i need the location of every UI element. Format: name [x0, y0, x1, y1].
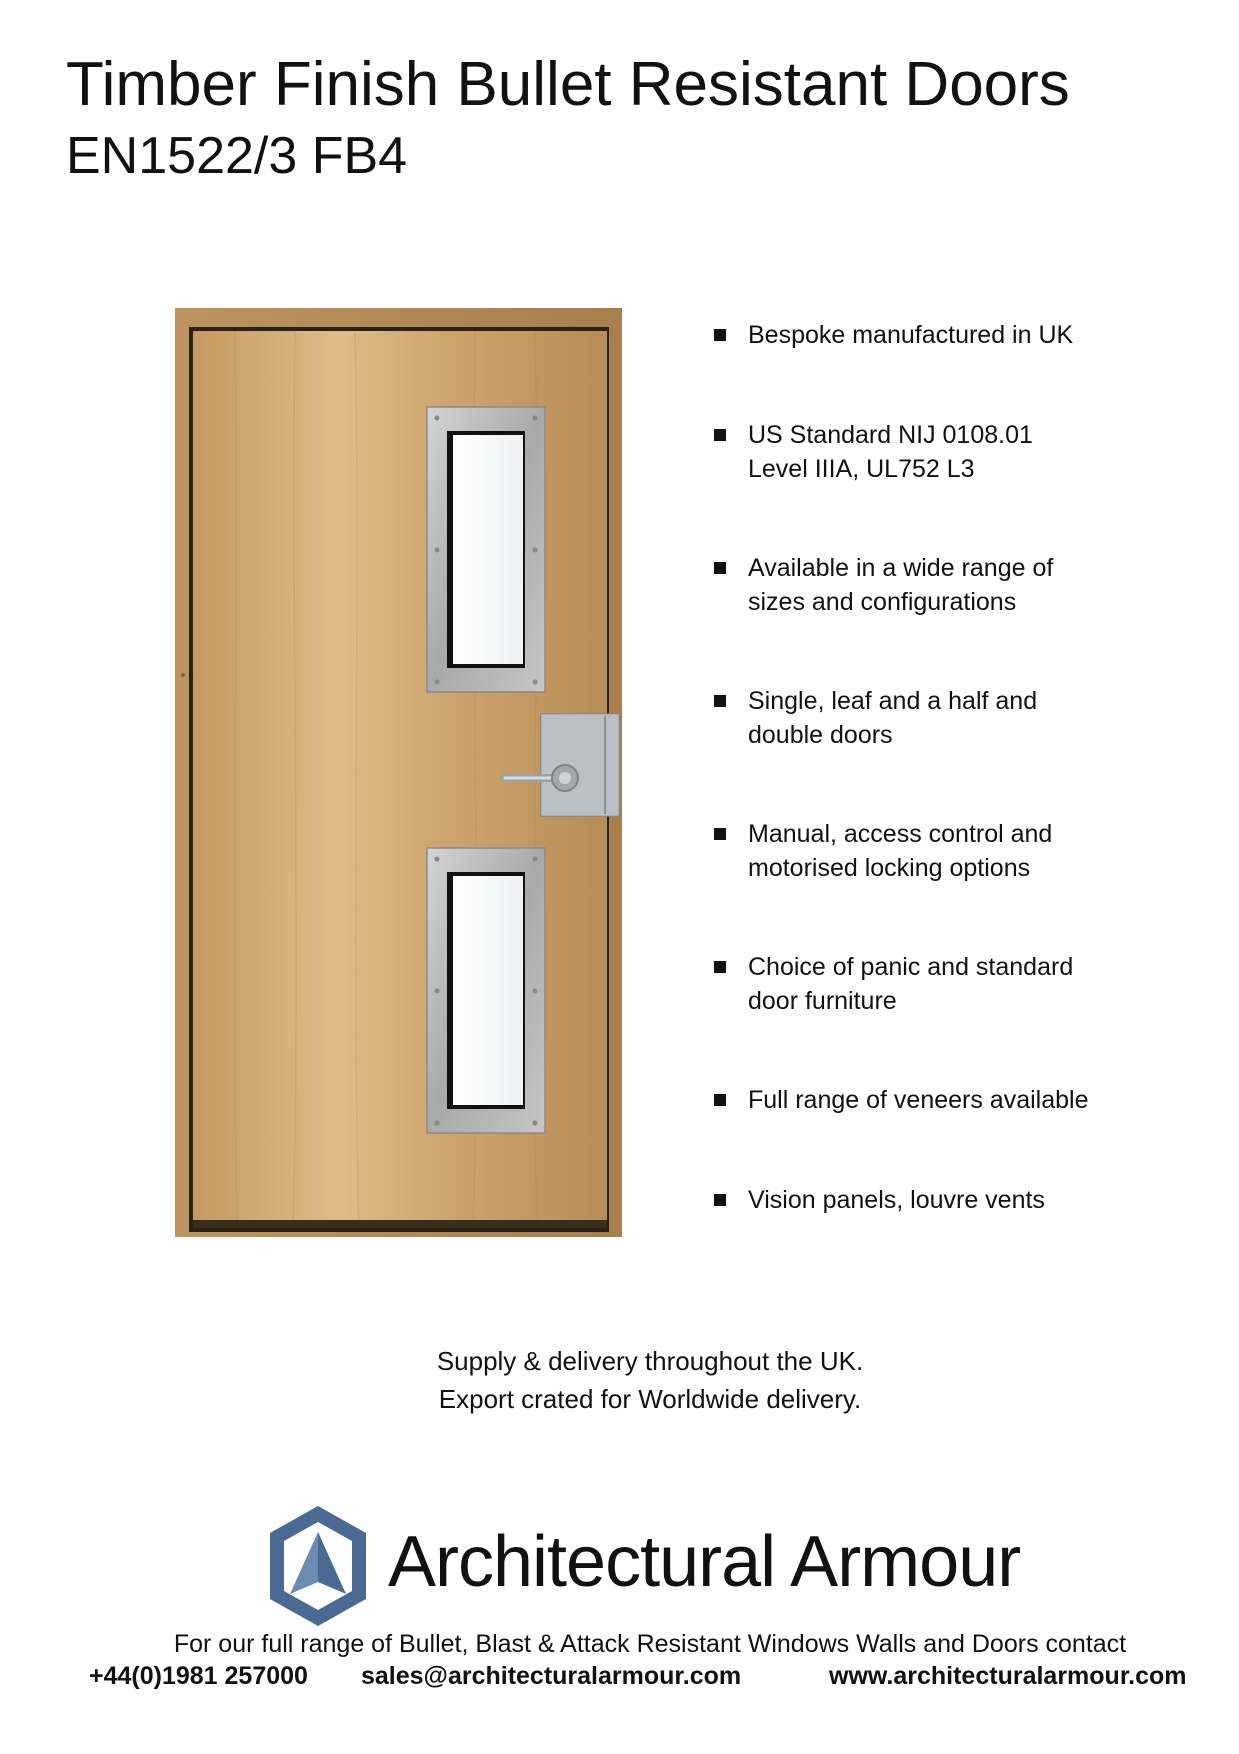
contact-phone[interactable]: +44(0)1981 257000	[89, 1662, 308, 1690]
contact-intro: For our full range of Bullet, Blast & Attack Resistant Windows Walls and Doors contact	[173, 1630, 1127, 1658]
square-bullet-icon	[714, 961, 726, 973]
brand-name: Architectural Armour	[388, 1522, 1021, 1602]
feature-item: Bespoke manufactured in UK	[710, 318, 1073, 352]
brand-logo	[266, 1504, 1026, 1612]
lock-plate	[541, 714, 619, 816]
feature-item: US Standard NIJ 0108.01 Level IIIA, UL752 L3	[710, 418, 1033, 486]
feature-item: Available in a wide range of sizes and configurations	[710, 551, 1053, 619]
upper-vision-panel	[427, 407, 545, 692]
hexagon-a-logo-icon	[266, 1504, 370, 1628]
lower-vision-panel	[427, 848, 545, 1133]
door-illustration	[175, 308, 622, 1237]
square-bullet-icon	[714, 562, 726, 574]
contact-email-link[interactable]: sales@architecturalarmour.com	[361, 1662, 742, 1690]
square-bullet-icon	[714, 1194, 726, 1206]
feature-item: Full range of veneers available	[710, 1083, 1088, 1117]
page-title: Timber Finish Bullet Resistant Doors	[66, 50, 1070, 119]
feature-item: Vision panels, louvre vents	[710, 1183, 1045, 1217]
square-bullet-icon	[714, 828, 726, 840]
page-subtitle: EN1522/3 FB4	[66, 127, 408, 185]
feature-item: Manual, access control and motorised locking options	[710, 817, 1052, 885]
feature-item: Single, leaf and a half and double doors	[710, 684, 1037, 752]
feature-item: Choice of panic and standard door furniture	[710, 950, 1073, 1018]
square-bullet-icon	[714, 429, 726, 441]
supply-line-export: Export crated for Worldwide delivery.	[438, 1384, 862, 1414]
square-bullet-icon	[714, 695, 726, 707]
square-bullet-icon	[714, 1094, 726, 1106]
supply-note	[0, 1342, 1239, 1418]
square-bullet-icon	[714, 329, 726, 341]
supply-line-uk: Supply & delivery throughout the UK.	[436, 1346, 864, 1376]
contact-website-link[interactable]: www.architecturalarmour.com	[829, 1662, 1187, 1690]
